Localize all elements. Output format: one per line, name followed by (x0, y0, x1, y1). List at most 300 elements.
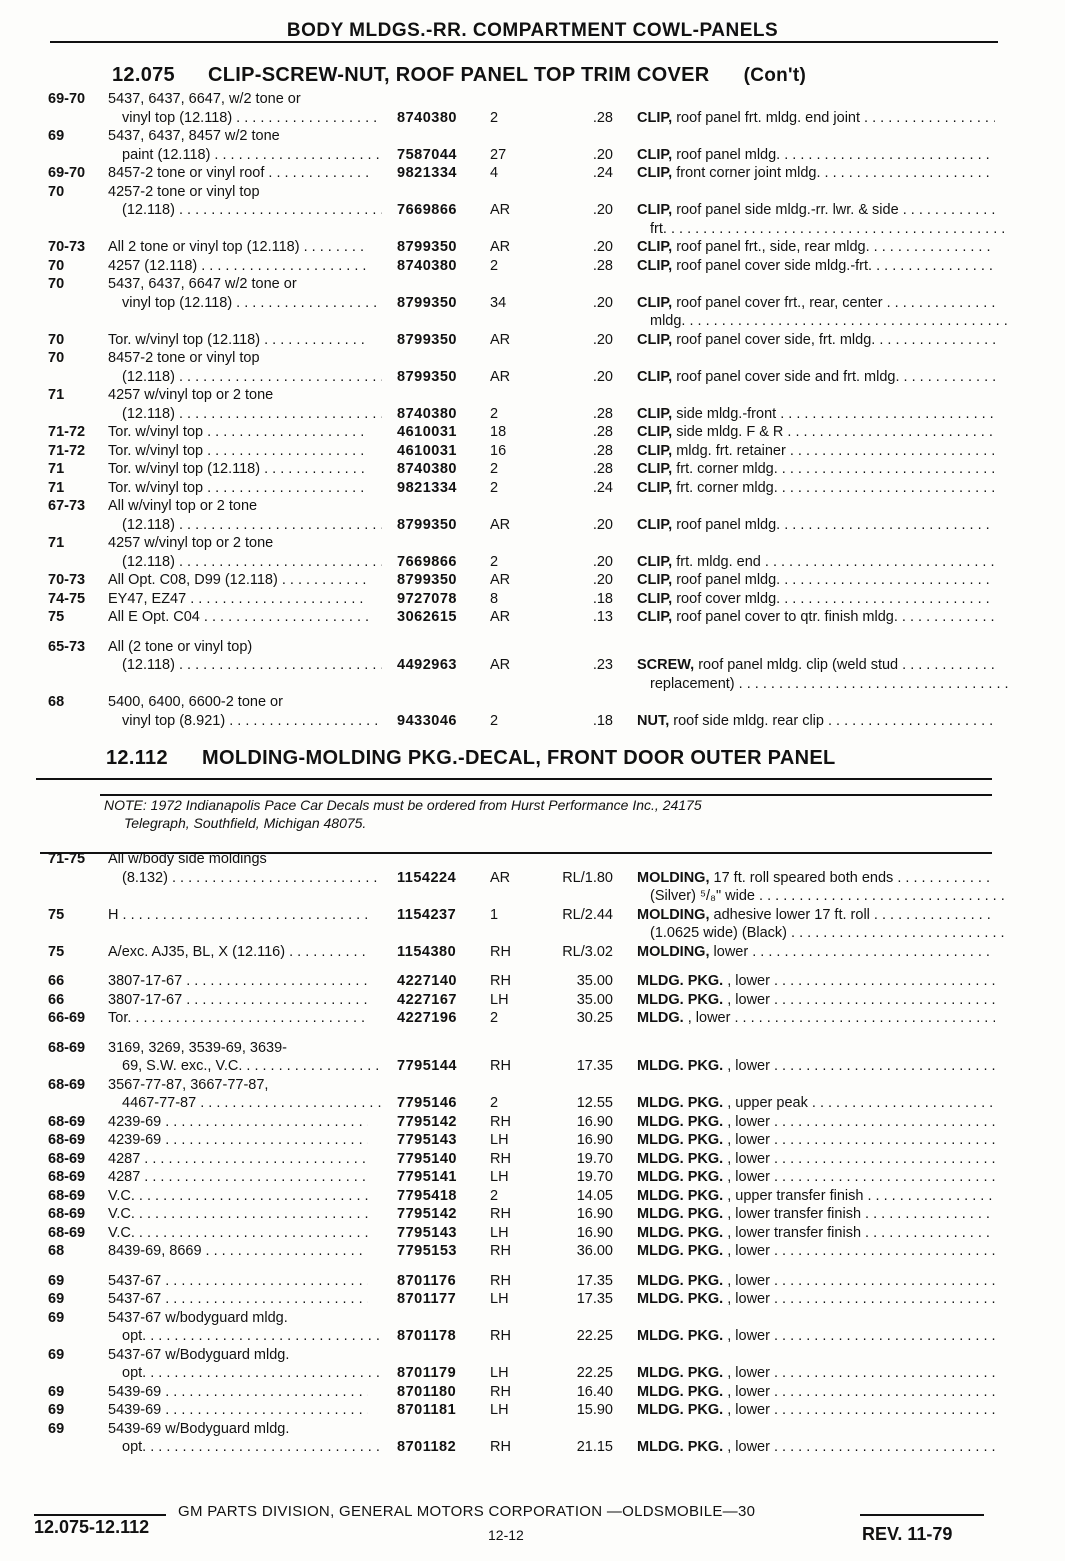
part-number: 8701176 (397, 1272, 457, 1289)
part-detail: roof panel mldg. clip (weld stud (694, 657, 899, 673)
quantity: RH (490, 1328, 511, 1344)
quantity: RH (490, 1113, 511, 1130)
model-description: Tor. w/vinyl top (12.118) . . . (108, 331, 368, 350)
part-detail: , lower (723, 1058, 770, 1074)
part-description (637, 257, 995, 276)
price: 19.70 (576, 1169, 613, 1185)
model-years: 66-69 (48, 1010, 86, 1026)
part-detail: , upper peak (723, 1095, 808, 1111)
parts-row (0, 534, 1065, 553)
part-name: CLIP, (637, 442, 673, 459)
parts-row (0, 368, 1065, 387)
parts-row (0, 238, 1065, 257)
model-description: 4257 w/vinyl top or 2 tone (108, 535, 274, 551)
model-years: 70 (48, 331, 65, 348)
parts-row (0, 608, 1065, 627)
part-description (637, 553, 995, 572)
part-name: MLDG. PKG. (637, 1291, 724, 1307)
part-name: CLIP, (637, 405, 673, 422)
model-years: 68-69 (48, 1169, 86, 1185)
part-description (637, 1094, 995, 1113)
parts-row (0, 146, 1065, 165)
model-description-cont: (12.118) . . . (122, 368, 382, 387)
part-detail: , lower transfer finish (723, 1224, 862, 1241)
quantity: AR (490, 657, 511, 673)
model-description-cont: (12.118) . . . (122, 201, 382, 220)
part-name: MLDG. PKG. (637, 1272, 724, 1289)
footer-section-range: 12.075-12.112 (34, 1517, 150, 1537)
parts-row (0, 479, 1065, 498)
part-number: 7587044 (397, 146, 457, 163)
part-detail: 17 ft. roll speared both ends (709, 869, 894, 886)
quantity: AR (490, 202, 511, 218)
part-number: 3062615 (397, 609, 457, 625)
parts-row (0, 1290, 1065, 1309)
parts-row (0, 1242, 1065, 1261)
price: 12.55 (576, 1095, 613, 1111)
model-years: 66 (48, 973, 65, 989)
part-description (637, 294, 995, 313)
part-name: CLIP, (637, 331, 673, 348)
pace-car-note (104, 796, 924, 832)
quantity: 2 (490, 1010, 499, 1026)
part-number: 4227140 (397, 973, 457, 989)
price: .18 (592, 712, 613, 729)
model-years: 69 (48, 1309, 65, 1326)
quantity: 2 (490, 405, 499, 422)
quantity: 2 (490, 1095, 499, 1111)
part-number: 8740380 (397, 405, 457, 422)
model-description: V.C. . . . (108, 1224, 368, 1243)
part-name: MLDG. PKG. (637, 1095, 724, 1111)
part-number: 1154380 (397, 943, 457, 960)
part-detail: , lower (723, 1169, 770, 1185)
price: 19.70 (576, 1150, 613, 1167)
model-description: V.C. . . . (108, 1205, 368, 1224)
model-years: 69 (48, 1346, 65, 1363)
price: 17.35 (576, 1291, 613, 1307)
parts-row (0, 656, 1065, 675)
parts-row (0, 571, 1065, 590)
part-detail: roof panel cover side mldg.-frt. (672, 257, 873, 274)
model-years: 69 (48, 128, 65, 144)
part-description (637, 423, 995, 442)
model-years: 68-69 (48, 1206, 86, 1222)
quantity: 27 (490, 146, 507, 163)
price: .20 (592, 553, 613, 570)
part-description (637, 1290, 995, 1309)
model-years: 71 (48, 461, 65, 477)
part-number: 4492963 (397, 657, 457, 673)
part-detail: side mldg.-front (672, 405, 777, 422)
section-heading-12-112 (106, 747, 836, 770)
part-name: CLIP, (637, 516, 673, 533)
part-name: CLIP, (637, 202, 673, 218)
model-description-cont: opt. . . . (122, 1364, 382, 1383)
page-header-title: BODY MLDGS.-RR. COMPARTMENT COWL-PANELS (286, 20, 779, 41)
model-description: 3807-17-67 . . . (108, 991, 368, 1010)
price: .24 (592, 165, 613, 181)
part-name: MLDG. PKG. (637, 1150, 724, 1167)
part-name: MLDG. PKG. (637, 1439, 724, 1455)
price: .28 (592, 257, 613, 274)
model-description: EY47, EZ47 . . . (108, 590, 368, 609)
model-years: 68-69 (48, 1187, 86, 1204)
model-description: 4257 w/vinyl top or 2 tone (108, 387, 274, 403)
model-years: 70 (48, 350, 65, 366)
part-name: MOLDING, (637, 943, 710, 960)
part-number: 8799350 (397, 516, 457, 533)
parts-row (0, 1187, 1065, 1206)
footer-rule-right (860, 1514, 984, 1516)
part-detail: , lower (723, 1291, 770, 1307)
part-number: 9821334 (397, 165, 457, 181)
part-description (637, 460, 995, 479)
part-detail: frt. corner mldg. (672, 461, 778, 477)
price: .23 (592, 657, 613, 673)
model-description: 4287 . . . (108, 1150, 368, 1169)
parts-row (0, 1364, 1065, 1383)
quantity: LH (490, 1291, 509, 1307)
model-description: 3169, 3269, 3539-69, 3639- (108, 1039, 287, 1056)
parts-row (0, 1094, 1065, 1113)
model-years: 68-69 (48, 1132, 86, 1148)
part-description-cont: frt. . . . (650, 220, 1008, 239)
parts-row (0, 1131, 1065, 1150)
part-number: 7795418 (397, 1187, 457, 1204)
parts-row (0, 887, 1065, 906)
model-description-cont: (8.132) . . . (122, 869, 382, 888)
price: 22.25 (576, 1328, 613, 1344)
part-detail: adhesive lower 17 ft. roll (709, 906, 870, 923)
model-description: All w/vinyl top or 2 tone (108, 498, 258, 514)
model-years: 75 (48, 609, 65, 625)
quantity: 18 (490, 424, 507, 440)
section-number: 12.075 (112, 64, 175, 86)
part-name: CLIP, (637, 424, 673, 440)
row-spacer (0, 627, 1065, 638)
model-description: 5439-69 . . . (108, 1401, 368, 1420)
parts-row (0, 497, 1065, 516)
part-detail: roof panel mldg. (672, 572, 781, 588)
part-description (637, 1057, 995, 1076)
part-detail: roof panel cover side, frt. mldg. (672, 331, 876, 348)
part-name: MOLDING, (637, 869, 710, 886)
model-description: Tor. w/vinyl top . . . (108, 423, 368, 442)
model-years: 71 (48, 387, 65, 403)
model-description: V.C. . . . (108, 1187, 368, 1206)
price: .28 (592, 405, 613, 422)
parts-row (0, 906, 1065, 925)
footer-page-number: 12-12 (488, 1527, 524, 1543)
quantity: RH (490, 1150, 511, 1167)
part-name: CLIP, (637, 109, 673, 126)
part-description-cont: mldg. . . . (650, 312, 1008, 331)
model-description: All Opt. C08, D99 (12.118) . . . (108, 571, 368, 590)
part-name: SCREW, (637, 657, 695, 673)
part-description (637, 943, 995, 962)
part-number: 8799350 (397, 239, 457, 255)
model-description: 5437, 6437, 6647 w/2 tone or (108, 276, 297, 292)
model-description-cont: (12.118) . . . (122, 516, 382, 535)
model-description: All E Opt. C04 . . . (108, 608, 368, 627)
model-description: H . . . (108, 906, 368, 925)
part-number: 8701179 (397, 1365, 457, 1381)
model-years: 69 (48, 1383, 65, 1400)
part-number: 8701180 (397, 1383, 457, 1400)
parts-row (0, 164, 1065, 183)
part-number: 9433046 (397, 712, 457, 729)
quantity: 16 (490, 442, 507, 459)
quantity: 2 (490, 109, 499, 126)
parts-row (0, 553, 1065, 572)
quantity: RH (490, 1272, 511, 1289)
part-description (637, 1150, 995, 1169)
price: 14.05 (576, 1187, 613, 1204)
quantity: AR (490, 572, 511, 588)
part-name: CLIP, (637, 553, 673, 570)
model-description: 4257 (12.118) . . . (108, 257, 368, 276)
model-description: 8439-69, 8669 . . . (108, 1242, 368, 1261)
price: .28 (592, 442, 613, 459)
section-rule-top (36, 778, 992, 780)
model-description-cont: vinyl top (12.118) . . . (122, 294, 382, 313)
part-name: MLDG. (637, 1010, 684, 1026)
parts-row (0, 924, 1065, 943)
model-description-cont: opt. . . . (122, 1327, 382, 1346)
quantity: LH (490, 1132, 509, 1148)
part-number: 4610031 (397, 442, 457, 459)
model-description: 5437, 6437, 8457 w/2 tone (108, 128, 280, 144)
quantity: AR (490, 609, 511, 625)
model-description: Tor. w/vinyl top . . . (108, 442, 368, 461)
part-detail: , lower (723, 991, 770, 1008)
model-years: 67-73 (48, 498, 86, 514)
part-detail: roof panel mldg. (672, 146, 781, 163)
parts-row (0, 991, 1065, 1010)
part-detail: , lower (723, 1365, 770, 1381)
parts-row (0, 1168, 1065, 1187)
quantity: LH (490, 1169, 509, 1185)
model-years: 65-73 (48, 638, 86, 655)
quantity: 34 (490, 294, 507, 311)
part-description (637, 712, 995, 731)
model-years: 70 (48, 257, 65, 274)
price: .28 (592, 109, 613, 126)
part-description-cont: (1.0625 wide) (Black) . . . (650, 924, 1008, 943)
footer-rule-left (34, 1514, 166, 1516)
model-years: 71 (48, 479, 65, 496)
part-description (637, 1327, 995, 1346)
model-description: 5437-67 . . . (108, 1290, 368, 1309)
parts-row (0, 1346, 1065, 1365)
model-years: 75 (48, 906, 65, 923)
part-detail: , lower (723, 1113, 770, 1130)
parts-row (0, 201, 1065, 220)
parts-row (0, 312, 1065, 331)
model-description-cont: opt. . . . (122, 1438, 382, 1457)
parts-row (0, 1057, 1065, 1076)
part-detail: , lower (723, 1328, 770, 1344)
part-number: 7795143 (397, 1224, 457, 1241)
footer-publisher: GM PARTS DIVISION, GENERAL MOTORS CORPORATION —OLDSMOBILE—30 (178, 1503, 756, 1520)
part-description (637, 368, 995, 387)
part-description (637, 405, 995, 424)
part-description (637, 1438, 995, 1457)
part-detail: side mldg. F & R (672, 424, 784, 440)
part-number: 8701182 (397, 1439, 457, 1455)
part-description (637, 1205, 995, 1224)
part-number: 8701181 (397, 1402, 457, 1418)
part-name: MLDG. PKG. (637, 1132, 724, 1148)
part-number: 8701178 (397, 1328, 457, 1344)
part-name: MLDG. PKG. (637, 1206, 724, 1222)
price: .20 (592, 146, 613, 163)
model-description-cont: 4467-77-87 . . . (122, 1094, 382, 1113)
row-spacer (0, 1261, 1065, 1272)
part-detail: , upper transfer finish (723, 1187, 864, 1204)
model-years: 70 (48, 183, 65, 200)
price: .28 (592, 461, 613, 477)
model-description: Tor. . . . (108, 1009, 368, 1028)
part-description (637, 1187, 995, 1206)
parts-row (0, 943, 1065, 962)
part-number: 7795141 (397, 1169, 457, 1185)
quantity: RH (490, 1206, 511, 1222)
part-name: CLIP, (637, 239, 673, 255)
model-years: 68-69 (48, 1113, 86, 1130)
part-name: CLIP, (637, 165, 673, 181)
model-years: 69-70 (48, 165, 86, 181)
part-description (637, 201, 995, 220)
model-years: 69-70 (48, 91, 86, 107)
part-name: MLDG. PKG. (637, 1243, 724, 1259)
model-description: Tor. w/vinyl top (12.118) . . . (108, 460, 368, 479)
part-detail: , lower (683, 1010, 731, 1026)
part-detail: roof panel side mldg.-rr. lwr. & side (672, 202, 899, 218)
part-name: MLDG. PKG. (637, 1328, 724, 1344)
parts-row (0, 1420, 1065, 1439)
price: .20 (592, 294, 613, 311)
part-name: CLIP, (637, 294, 673, 311)
price: 22.25 (576, 1365, 613, 1381)
parts-row (0, 460, 1065, 479)
parts-row (0, 220, 1065, 239)
part-name: MLDG. PKG. (637, 1113, 724, 1130)
parts-list-12-112 (0, 850, 1065, 1457)
price: 16.90 (576, 1206, 613, 1222)
part-description (637, 164, 995, 183)
model-description-cont: 69, S.W. exc., V.C. . . . (122, 1057, 382, 1076)
part-detail: , lower transfer finish (723, 1206, 862, 1222)
part-number: 8799350 (397, 294, 457, 311)
price: 16.90 (576, 1224, 613, 1241)
parts-row (0, 1113, 1065, 1132)
part-detail: roof side mldg. rear clip (669, 712, 824, 729)
parts-row (0, 1076, 1065, 1095)
part-name: CLIP, (637, 461, 673, 477)
quantity: AR (490, 869, 511, 886)
parts-row (0, 638, 1065, 657)
part-detail: , lower (723, 973, 770, 989)
part-description (637, 972, 995, 991)
part-detail: front corner joint mldg. (672, 165, 821, 181)
parts-row (0, 257, 1065, 276)
part-description (637, 869, 995, 888)
parts-row (0, 331, 1065, 350)
parts-row (0, 183, 1065, 202)
model-description-cont: vinyl top (12.118) . . . (122, 109, 382, 128)
price: RL/1.80 (562, 869, 613, 886)
quantity: RH (490, 1383, 511, 1400)
parts-row (0, 1039, 1065, 1058)
model-years: 69 (48, 1272, 65, 1289)
quantity: AR (490, 331, 511, 348)
part-detail: mldg. frt. retainer (672, 442, 786, 459)
part-description (637, 442, 995, 461)
model-description-cont: vinyl top (8.921) . . . (122, 712, 382, 731)
part-description (637, 906, 995, 925)
parts-row (0, 1401, 1065, 1420)
parts-row (0, 386, 1065, 405)
part-detail: roof panel cover frt., rear, center (672, 294, 883, 311)
price: 21.15 (576, 1439, 613, 1455)
part-name: MLDG. PKG. (637, 1365, 724, 1381)
part-detail: frt. corner mldg. (672, 479, 778, 496)
part-number: 8701177 (397, 1291, 457, 1307)
part-name: CLIP, (637, 590, 673, 607)
part-number: 7795140 (397, 1150, 457, 1167)
parts-row (0, 693, 1065, 712)
part-detail: , lower (723, 1439, 770, 1455)
price: 16.40 (576, 1383, 613, 1400)
quantity: 2 (490, 553, 499, 570)
model-description: 4257-2 tone or vinyl top (108, 183, 260, 200)
parts-row (0, 423, 1065, 442)
part-detail: , lower (723, 1402, 770, 1418)
part-number: 4610031 (397, 424, 457, 440)
parts-row (0, 1272, 1065, 1291)
part-detail: , lower (723, 1243, 770, 1259)
price: 30.25 (576, 1010, 613, 1026)
part-name: MLDG. PKG. (637, 1169, 724, 1185)
part-name: MLDG. PKG. (637, 991, 724, 1008)
price: 17.35 (576, 1058, 613, 1074)
part-name: CLIP, (637, 479, 673, 496)
quantity: LH (490, 991, 509, 1008)
part-description (637, 1131, 995, 1150)
part-number: 7669866 (397, 553, 457, 570)
note-line-1: NOTE: 1972 Indianapolis Pace Car Decals must be ordered from Hurst Performance Inc., 24175 (104, 797, 702, 813)
part-detail: roof panel frt., side, rear mldg. (672, 239, 870, 255)
model-description: 5439-69 w/Bodyguard mldg. (108, 1420, 290, 1437)
row-spacer (0, 961, 1065, 972)
part-name: MLDG. PKG. (637, 1058, 724, 1074)
part-name: MLDG. PKG. (637, 1187, 724, 1204)
model-years: 69 (48, 1420, 65, 1437)
part-description (637, 1364, 995, 1383)
price: .13 (592, 609, 613, 625)
price: 15.90 (576, 1402, 613, 1418)
part-detail: roof panel cover side and frt. mldg. (672, 368, 900, 385)
parts-row (0, 850, 1065, 869)
part-number: 8740380 (397, 257, 457, 274)
quantity: LH (490, 1402, 509, 1418)
part-number: 8799350 (397, 368, 457, 385)
price: RL/3.02 (562, 943, 613, 960)
quantity: 4 (490, 165, 499, 181)
model-years: 68 (48, 694, 65, 710)
